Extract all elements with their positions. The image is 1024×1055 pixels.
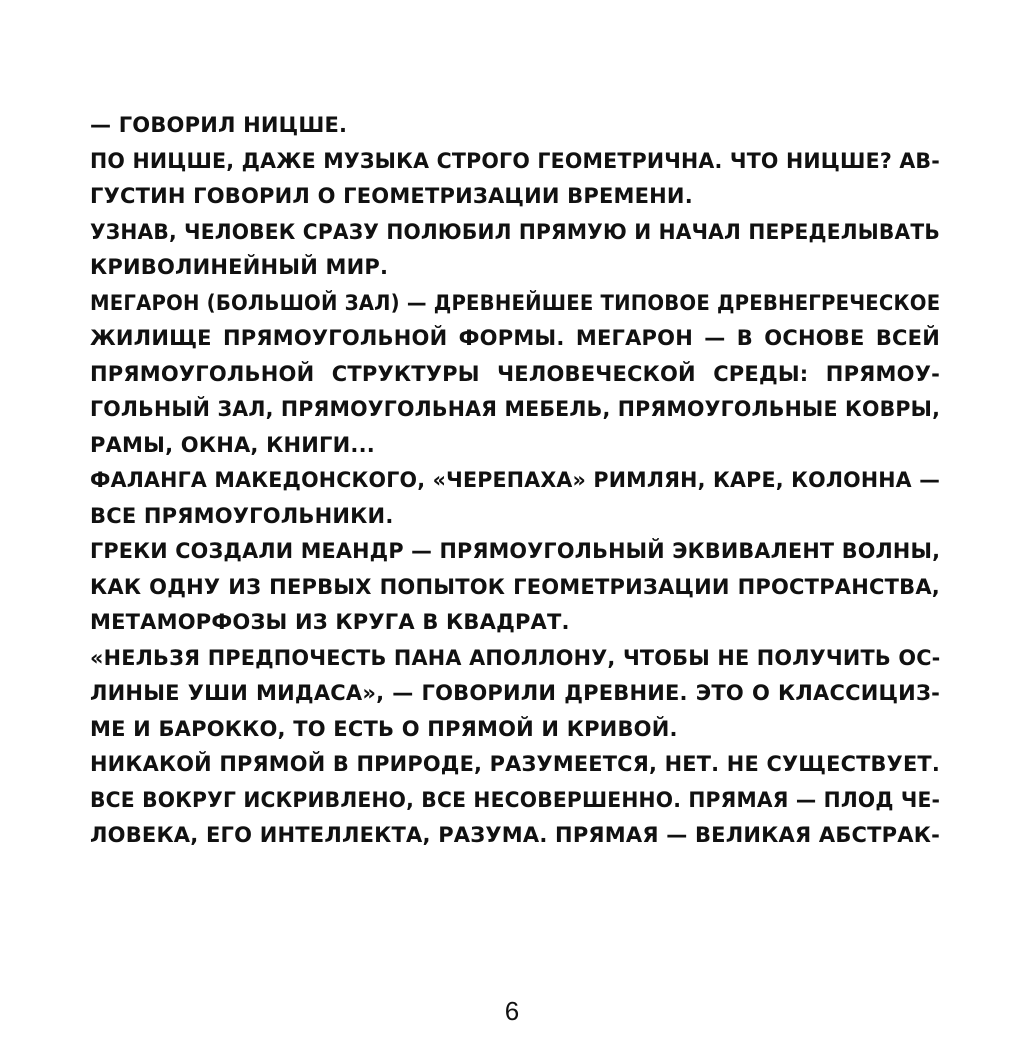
text-line-18: МЕ И БАРОККО, ТО ЕСТЬ О ПРЯМОЙ И КРИВОЙ.: [90, 716, 678, 741]
text-line-13: ГРЕКИ СОЗДАЛИ МЕАНДР — ПРЯМОУГОЛЬНЫЙ ЭКВИВАЛЕНТ ВОЛНЫ,: [90, 539, 941, 563]
text-line-12: ВСЕ ПРЯМОУГОЛЬНИКИ.: [90, 503, 394, 528]
text-line-14: КАК ОДНУ ИЗ ПЕРВЫХ ПОПЫТОК ГЕОМЕТРИЗАЦИИ ПРОСТРАНСТВА,: [90, 574, 940, 599]
text-line-6: МЕГАРОН (БОЛЬШОЙ ЗАЛ) — ДРЕВНЕЙШЕЕ ТИПОВОЕ ДРЕВНЕГРЕЧЕСКОЕ: [90, 290, 941, 315]
text-line-15: МЕТАМОРФОЗЫ ИЗ КРУГА В КВАДРАТ.: [90, 610, 570, 634]
page-number: 6: [504, 996, 520, 1026]
text-line-9: ГОЛЬНЫЙ ЗАЛ, ПРЯМОУГОЛЬНАЯ МЕБЕЛЬ, ПРЯМОУГОЛЬНЫЕ КОВРЫ,: [90, 397, 941, 421]
text-line-11: ФАЛАНГА МАКЕДОНСКОГО, «ЧЕРЕПАХА» РИМЛЯН, КАРЕ, КОЛОННА —: [90, 468, 940, 492]
text-line-3: ГУСТИН ГОВОРИЛ О ГЕОМЕТРИЗАЦИИ ВРЕМЕНИ.: [90, 184, 693, 208]
text-line-19: НИКАКОЙ ПРЯМОЙ В ПРИРОДЕ, РАЗУМЕЕТСЯ, НЕТ. НЕ СУЩЕСТВУЕТ.: [90, 752, 940, 776]
text-line-4: УЗНАВ, ЧЕЛОВЕК СРАЗУ ПОЛЮБИЛ ПРЯМУЮ И НАЧАЛ ПЕРЕДЕЛЫВАТЬ: [90, 219, 940, 244]
text-line-21: ЛОВЕКА, ЕГО ИНТЕЛЛЕКТА, РАЗУМА. ПРЯМАЯ — ВЕЛИКАЯ АБСТРАК-: [90, 823, 940, 847]
text-line-17: ЛИНЫЕ УШИ МИДАСА», — ГОВОРИЛИ ДРЕВНИЕ. ЭТО О КЛАССИЦИЗ-: [90, 681, 940, 705]
text-line-7: ЖИЛИЩЕ ПРЯМОУГОЛЬНОЙ ФОРМЫ. МЕГАРОН — В ОСНОВЕ ВСЕЙ: [90, 326, 940, 350]
text-line-16: «НЕЛЬЗЯ ПРЕДПОЧЕСТЬ ПАНА АПОЛЛОНУ, ЧТОБЫ НЕ ПОЛУЧИТЬ ОС-: [90, 645, 941, 670]
text-line-1: — ГОВОРИЛ НИЦШЕ.: [90, 113, 348, 137]
text-line-20: ВСЕ ВОКРУГ ИСКРИВЛЕНО, ВСЕ НЕСОВЕРШЕННО. ПРЯМАЯ — ПЛОД ЧЕ-: [90, 787, 941, 812]
text-line-2: ПО НИЦШЕ, ДАЖЕ МУЗЫКА СТРОГО ГЕОМЕТРИЧНА. ЧТО НИЦШЕ? АВ-: [90, 148, 940, 173]
text-line-5: КРИВОЛИНЕЙНЫЙ МИР.: [90, 255, 389, 279]
body-text: [90, 108, 940, 854]
text-line-8: ПРЯМОУГОЛЬНОЙ СТРУКТУРЫ ЧЕЛОВЕЧЕСКОЙ СРЕДЫ: ПРЯМОУ-: [90, 361, 940, 386]
text-line-10: РАМЫ, ОКНА, КНИГИ...: [90, 432, 375, 457]
